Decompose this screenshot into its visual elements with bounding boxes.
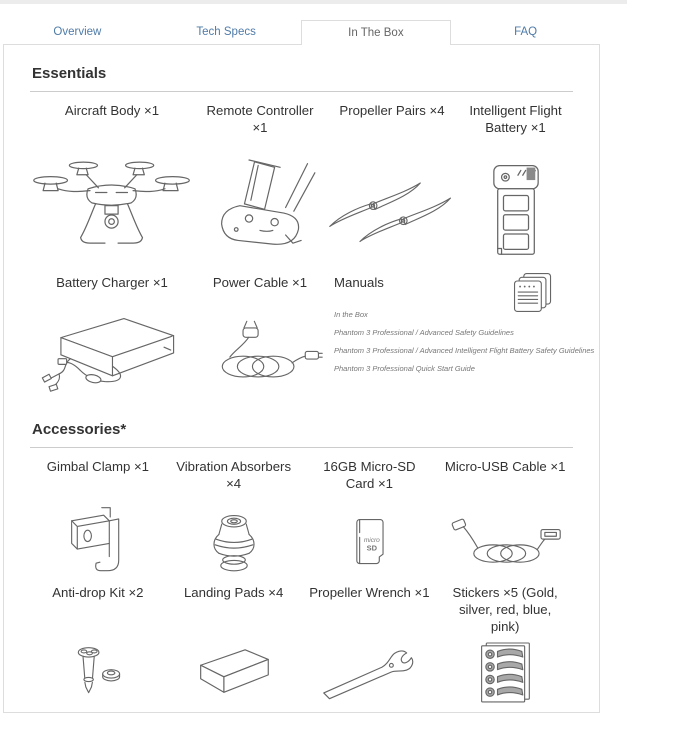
item-label-landing-pads: Landing Pads ×4 [183,585,284,600]
manual-title: Phantom 3 Professional Quick Start Guide [334,364,475,373]
battery-charger-illustration [30,299,194,403]
tab-overview[interactable] [3,20,152,44]
section-divider [30,447,573,448]
item-label-battery-charger: Battery Charger ×1 [56,275,168,290]
item-label-propeller-wrench: Propeller Wrench ×1 [309,585,430,600]
essentials-heading: Essentials [32,65,107,82]
propeller-wrench-illustration [302,625,438,719]
top-divider-bar [0,0,627,4]
manual-title: Phantom 3 Professional / Advanced Safety Guidelines [334,328,514,337]
tab-in-the-box[interactable] [301,20,452,45]
drone-illustration [30,141,194,275]
essentials-grid [30,103,595,403]
item-label-micro-usb-cable: Micro-USB Cable ×1 [444,459,566,474]
section-divider [30,91,573,92]
landing-pad-illustration [166,625,302,719]
item-label-aircraft-body: Aircraft Body ×1 [64,103,160,118]
accessories-grid [30,459,573,719]
item-label-anti-drop-kit: Anti-drop Kit ×2 [52,585,144,600]
vibration-absorber-illustration [166,499,302,585]
tab-label: Overview [53,26,102,38]
propeller-pair-illustration [326,141,458,275]
tab-label: FAQ [514,26,538,38]
manual-title: In the Box [334,310,368,319]
gimbal-clamp-illustration [30,499,166,585]
micro-sd-card-illustration [302,499,438,585]
stickers-sheet-illustration [437,625,573,719]
tab-bar [3,20,600,44]
manual-title: Phantom 3 Professional / Advanced Intelligent Flight Battery Safety Guidelines [334,346,595,355]
item-label-remote-controller: Remote Controller ×1 [206,103,314,135]
power-cable-illustration [194,299,326,403]
item-label-stickers: Stickers ×5 (Gold, silver, red, blue, pink) [452,585,558,634]
tab-faq[interactable] [451,20,600,44]
manuals-stack-illustration [509,269,557,317]
item-label-propeller-pairs: Propeller Pairs ×4 [339,103,445,118]
accessories-heading: Accessories* [32,421,127,438]
in-the-box-panel [3,44,600,713]
tab-tech-specs[interactable] [152,20,301,44]
tab-label: In The Box [348,27,404,39]
anti-drop-kit-illustration [30,625,166,719]
item-label-power-cable: Power Cable ×1 [212,275,308,290]
remote-controller-illustration [194,141,326,275]
item-label-flight-battery: Intelligent Flight Battery ×1 [469,103,562,135]
flight-battery-illustration [458,141,573,275]
manuals-block [326,275,595,403]
item-label-vibration-absorbers: Vibration Absorbers ×4 [176,459,292,491]
micro-usb-cable-illustration [437,499,573,585]
item-label-micro-sd-card: 16GB Micro-SD Card ×1 [323,459,416,491]
svg-text:SD: SD [366,543,378,553]
item-label-manuals: Manuals [334,275,384,290]
tab-label: Tech Specs [196,26,256,38]
item-label-gimbal-clamp: Gimbal Clamp ×1 [46,459,149,474]
svg-text:micro: micro [364,537,381,544]
